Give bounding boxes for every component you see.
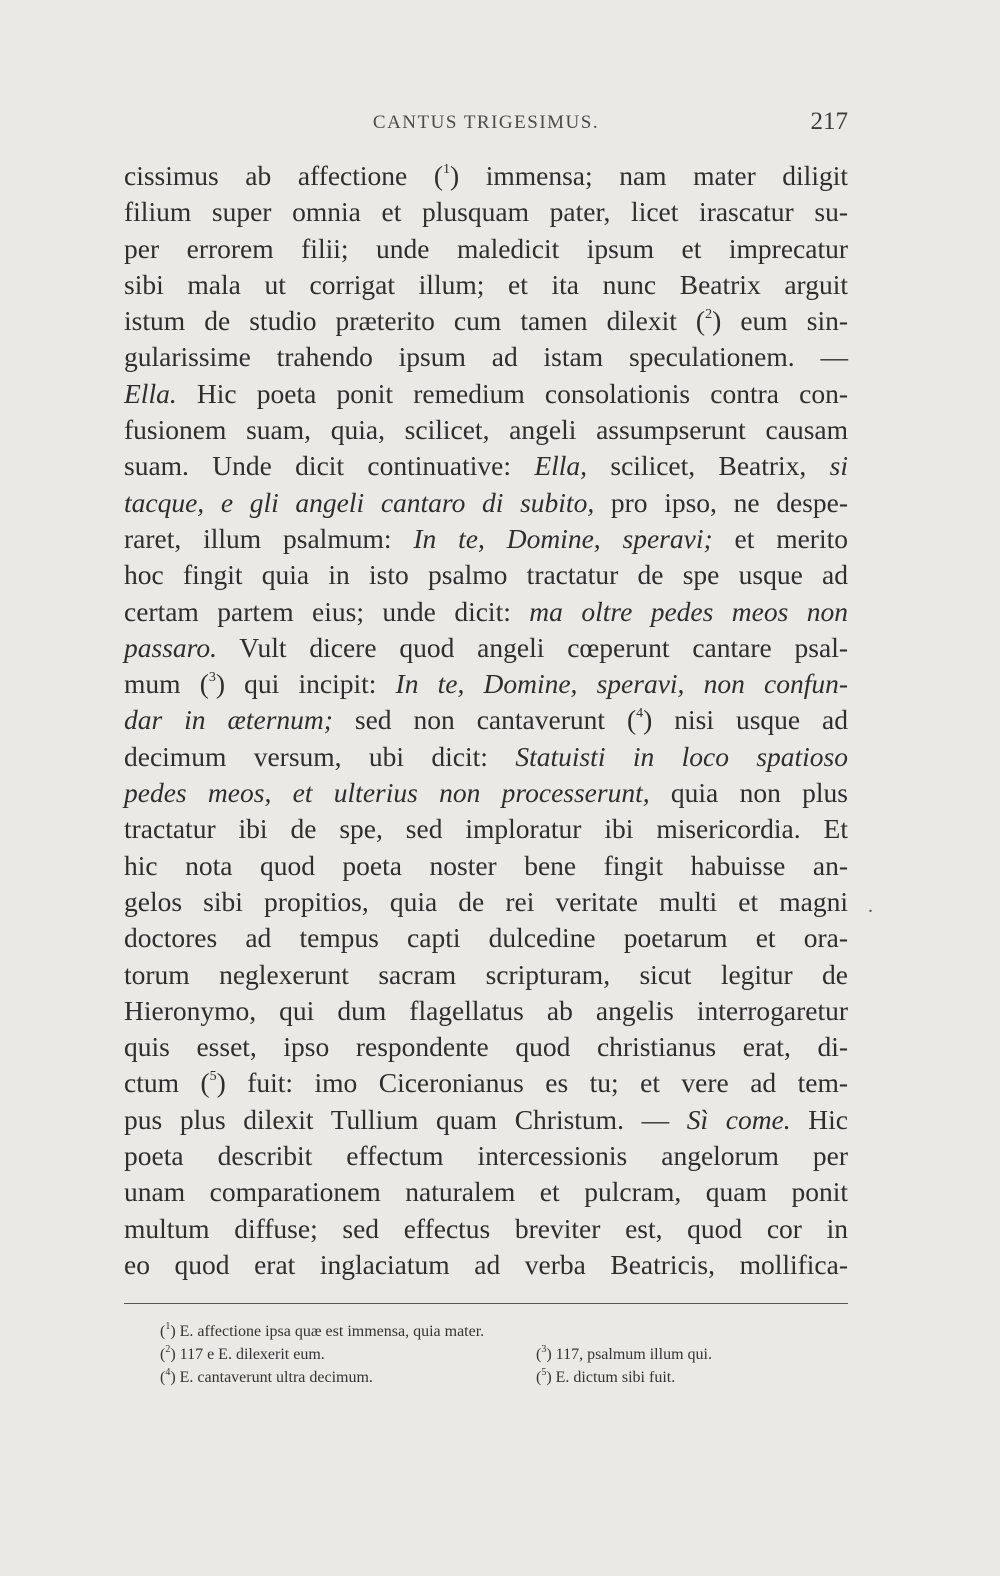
text-line: passaro. Vult dicere quod angeli cœperunt cantare psal- [124,631,848,663]
footnote-row [160,1343,800,1366]
footnote-rule [124,1303,848,1304]
text-line: hic nota quod poeta noster bene fingit habuisse an- [124,849,848,881]
text-line: pus plus dilexit Tullium quam Christum. — Sì come. Hic [124,1103,848,1135]
body-text [124,158,848,1283]
running-title: CANTUS TRIGESIMUS. [372,112,600,133]
text-line: suam. Unde dicit continuative: Ella, scilicet, Beatrix, si [124,450,849,482]
text-line: pedes meos, et ulterius non processerunt, quia non plus [124,777,848,809]
text-line: gularissime trahendo ipsum ad istam speculationem. — [124,341,848,373]
text-line: torum neglexerunt sacram scripturam, sicut legitur de [124,958,848,990]
text-line: fusionem suam, quia, scilicet, angeli assumpserunt causam [124,414,848,446]
text-line: filium super omnia et plusquam pater, licet irascatur su- [124,196,848,228]
text-line: doctores ad tempus capti dulcedine poetarum et ora- [124,922,848,954]
footnote-ref: 1 [442,162,450,177]
footnote-ref: 4 [636,706,644,722]
text-line: istum de studio præterito cum tamen dilexit ($^2$) eum sin- [124,305,848,337]
text-line: ctum ($^5$) fuit: imo Ciceronianus es tu; et vere ad tem- [124,1067,848,1099]
footnote: ($^1$) E. affectione ipsa quæ est immensa, quia mater. [160,1321,485,1340]
footnote: ($^2$) 117 e E. dilexerit eum. [160,1344,325,1363]
text-line: mum ($^3$) qui incipit: In te, Domine, speravi, non confun- [124,668,848,700]
footnote-row [160,1320,800,1343]
text-line: per errorem filii; unde maledicit ipsum et imprecatur [124,232,848,264]
text-line: Hieronymo, qui dum flagellatus ab angelis interrogaretur [124,994,848,1026]
text-line: hoc fingit quia in isto psalmo tractatur de spe usque ad [124,559,848,591]
text-line: sibi mala ut corrigat illum; et ita nunc Beatrix arguit [124,268,848,300]
text-line: tractatur ibi de spe, sed imploratur ibi misericordia. Et [124,813,848,845]
page-number: 217 [810,108,848,135]
text-line: cissimus ab affectione ($^1$) immensa; nam mater diligit [124,160,848,191]
text-line: raret, illum psalmum: In te, Domine, speravi; et merito [124,522,848,554]
text-line: certam partem eius; unde dicit: ma oltre pedes meos non [124,595,848,627]
text-line: quis esset, ipso respondente quod christianus erat, di- [124,1031,848,1063]
footnote-ref: 3 [208,670,216,686]
text-line: poeta describit effectum intercessionis angelorum per [124,1140,848,1172]
footnote-ref: 5 [209,1069,217,1085]
text-line: unam comparationem naturalem et pulcram, quam ponit [124,1176,848,1208]
text-line: dar in æternum; sed non cantaverunt ($^4$) nisi usque ad [124,704,849,736]
footnote: ($^4$) E. cantaverunt ultra decimum. [160,1367,373,1386]
margin-mark: . [868,895,873,917]
footnote-ref: 2 [705,307,713,323]
text-line: gelos sibi propitios, quia de rei veritate multi et magni [124,885,848,917]
footnote: ($^5$) E. dictum sibi fuit. [536,1367,676,1386]
text-line: eo quod erat inglaciatum ad verba Beatricis, mollifica- [124,1248,848,1280]
text-line: tacque, e gli angeli cantaro di subito, pro ipso, ne despe- [124,486,848,518]
running-head [124,108,848,142]
footnotes [160,1320,800,1389]
footnote-row [160,1366,800,1389]
footnote: ($^3$) 117, psalmum illum qui. [536,1344,712,1363]
text-line: Ella. Hic poeta ponit remedium consolationis contra con- [124,377,848,409]
text-line: multum diffuse; sed effectus breviter est, quod cor in [124,1212,848,1244]
text-line: decimum versum, ubi dicit: Statuisti in loco spatioso [124,740,848,772]
